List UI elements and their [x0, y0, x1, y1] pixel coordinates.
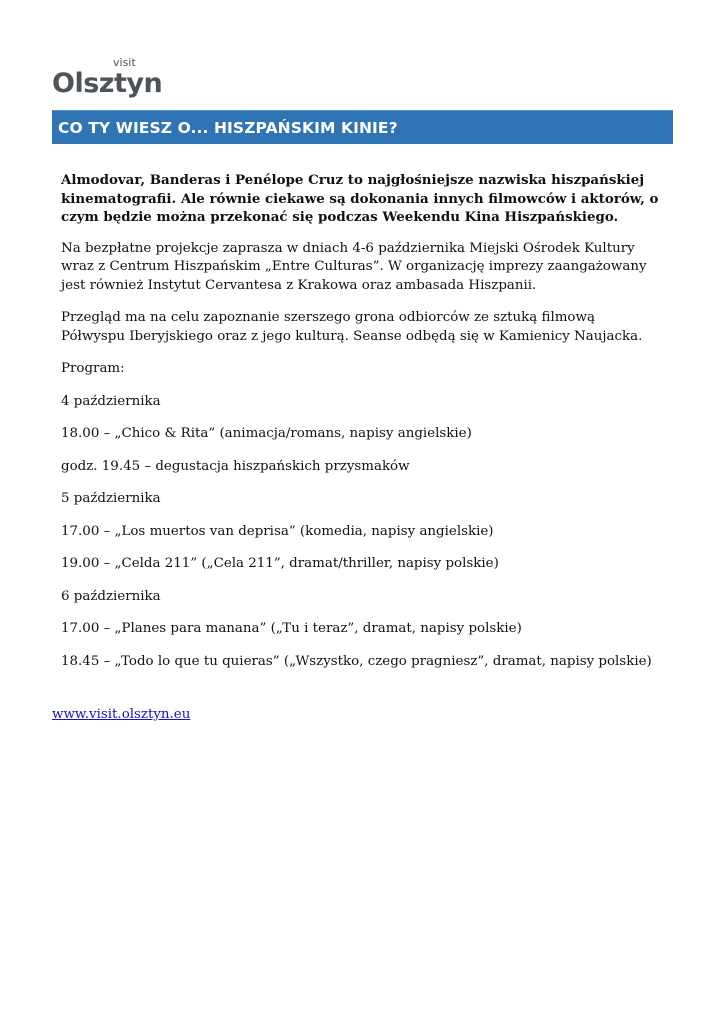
- page-title: CO TY WIESZ O... HISZPAŃSKIM KINIE?: [58, 119, 398, 137]
- logo-small-text: visit: [113, 56, 136, 69]
- article-paragraph: Na bezpłatne projekcje zaprasza w dniach 4-6 października Miejski Ośrodek Kultury wraz z Centrum Hiszpańskim „Entre Culturas”. W organizację imprezy zaangażowany jest również Instytut Cervantesa z Krakowa oraz ambasada Hiszpanii.: [61, 240, 647, 293]
- program-date: 4 października: [61, 393, 161, 409]
- website-link[interactable]: www.visit.olsztyn.eu: [52, 707, 191, 722]
- program-date: 5 października: [61, 491, 161, 506]
- visit-olsztyn-logo: [51, 50, 163, 102]
- program-heading: Program:: [61, 361, 125, 376]
- title-bar: [52, 110, 673, 144]
- program-date: 6 października: [61, 588, 161, 604]
- logo-mark-icon: [51, 50, 163, 102]
- program-item: 17.00 – „Planes para manana” („Tu i teraz”, dramat, napisy polskie): [61, 621, 522, 636]
- program-item: 18.00 – „Chico & Rita” (animacja/romans, napisy angielskie): [61, 426, 472, 441]
- program-item: 18.45 – „Todo lo que tu quieras” („Wszystko, czego pragniesz”, dramat, napisy polskie): [61, 653, 652, 669]
- article-lead: Almodovar, Banderas i Penélope Cruz to najgłośniejsze nazwiska hiszpańskiej kinematografii. Ale równie ciekawe są dokonania innych filmowców i aktorów, o czym będzie można przekonać się podczas Weekendu Kina Hiszpańskiego.: [61, 172, 659, 225]
- logo-main-text: Olsztyn: [52, 68, 163, 99]
- program-item: 19.00 – „Celda 211” („Cela 211”, dramat/thriller, napisy polskie): [61, 556, 499, 571]
- article-body: [61, 171, 661, 685]
- program-item: godz. 19.45 – degustacja hiszpańskich przysmaków: [61, 458, 410, 474]
- program-item: 17.00 – „Los muertos van deprisa” (komedia, napisy angielskie): [61, 523, 494, 539]
- article-paragraph: Przegląd ma na celu zapoznanie szerszego grona odbiorców ze sztuką filmową Półwyspu Iberyjskiego oraz z jego kulturą. Seanse odbędą się w Kamienicy Naujacka.: [61, 310, 643, 344]
